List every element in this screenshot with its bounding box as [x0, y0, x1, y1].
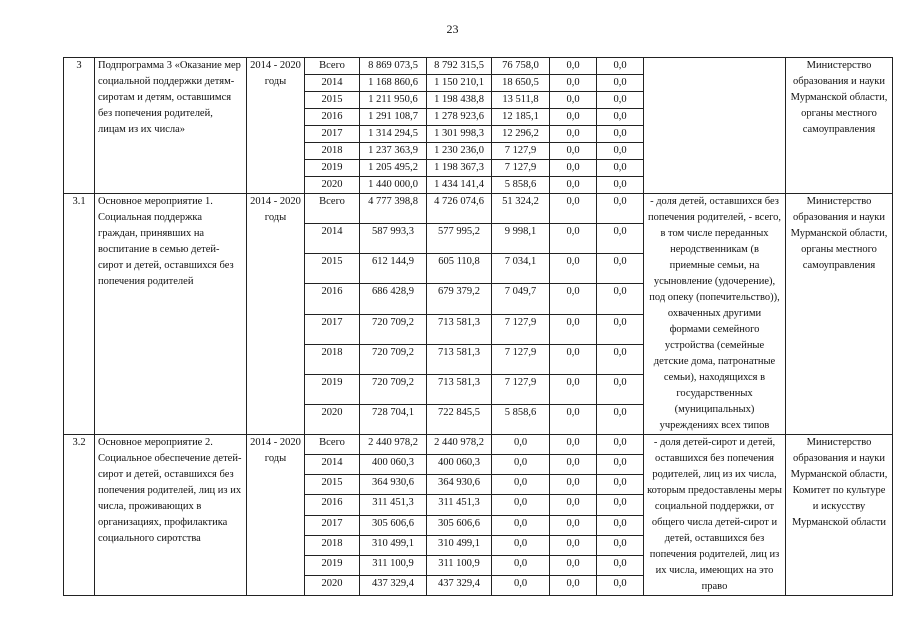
funding-other: 0,0 — [597, 254, 644, 284]
funding-other: 0,0 — [597, 284, 644, 314]
year-label: 2015 — [305, 254, 360, 284]
page-number: 23 — [446, 22, 459, 36]
funding-total: 728 704,1 — [360, 404, 427, 434]
program-name: Подпрограмма 3 «Оказание мер социальной поддержки детям-сиротам и детям, оставшимся без попечения родителей, лицам из их числа» — [95, 58, 247, 194]
funding-federal: 9 998,1 — [492, 224, 550, 254]
funding-other: 0,0 — [597, 224, 644, 254]
funding-local: 0,0 — [550, 374, 597, 404]
funding-local: 0,0 — [550, 126, 597, 143]
funding-local: 0,0 — [550, 575, 597, 595]
funding-regional: 1 230 236,0 — [427, 143, 492, 160]
table-row — [64, 435, 893, 455]
row-number: 3.1 — [64, 194, 95, 435]
funding-local: 0,0 — [550, 143, 597, 160]
year-label: 2016 — [305, 284, 360, 314]
funding-total: 1 291 108,7 — [360, 109, 427, 126]
funding-other: 0,0 — [597, 177, 644, 194]
funding-total: 4 777 398,8 — [360, 194, 427, 224]
funding-regional: 4 726 074,6 — [427, 194, 492, 224]
program-name: Основное мероприятие 1. Социальная поддержка граждан, принявших на воспитание в семью детей-сирот и детей, оставшихся без попечения родителей — [95, 194, 247, 435]
funding-regional: 311 451,3 — [427, 495, 492, 515]
funding-other: 0,0 — [597, 194, 644, 224]
funding-total: 305 606,6 — [360, 515, 427, 535]
funding-regional: 1 434 141,4 — [427, 177, 492, 194]
funding-total: 1 211 950,6 — [360, 92, 427, 109]
funding-local: 0,0 — [550, 92, 597, 109]
funding-federal: 7 127,9 — [492, 160, 550, 177]
funding-local: 0,0 — [550, 344, 597, 374]
funding-total: 310 499,1 — [360, 535, 427, 555]
year-label: 2018 — [305, 344, 360, 374]
funding-total: 2 440 978,2 — [360, 435, 427, 455]
row-number: 3.2 — [64, 435, 95, 596]
year-label: 2016 — [305, 109, 360, 126]
funding-federal: 0,0 — [492, 455, 550, 475]
year-label: 2016 — [305, 495, 360, 515]
funding-total: 720 709,2 — [360, 374, 427, 404]
funding-regional: 722 845,5 — [427, 404, 492, 434]
funding-federal: 76 758,0 — [492, 58, 550, 75]
funding-other: 0,0 — [597, 58, 644, 75]
funding-local: 0,0 — [550, 495, 597, 515]
funding-regional: 679 379,2 — [427, 284, 492, 314]
funding-local: 0,0 — [550, 555, 597, 575]
funding-local: 0,0 — [550, 194, 597, 224]
funding-federal: 0,0 — [492, 495, 550, 515]
year-label: 2019 — [305, 555, 360, 575]
program-name: Основное мероприятие 2. Социальное обеспечение детей-сирот и детей, оставшихся без попечения родителей, лиц из их числа, проживающих в организациях, профилактика социального сиротства — [95, 435, 247, 596]
year-label: 2014 — [305, 75, 360, 92]
year-label: 2014 — [305, 455, 360, 475]
funding-federal: 0,0 — [492, 555, 550, 575]
year-label: 2020 — [305, 177, 360, 194]
funding-local: 0,0 — [550, 177, 597, 194]
funding-regional: 437 329,4 — [427, 575, 492, 595]
year-label: Всего — [305, 435, 360, 455]
funding-other: 0,0 — [597, 555, 644, 575]
year-label: 2020 — [305, 575, 360, 595]
funding-local: 0,0 — [550, 515, 597, 535]
funding-total: 1 314 294,5 — [360, 126, 427, 143]
funding-local: 0,0 — [550, 455, 597, 475]
funding-local: 0,0 — [550, 58, 597, 75]
year-label: 2017 — [305, 126, 360, 143]
funding-total: 400 060,3 — [360, 455, 427, 475]
target-indicator: - доля детей-сирот и детей, оставшихся без попечения родителей, лиц из их числа, которым предоставлены меры социальной поддержки, от общего числа детей-сирот и детей, оставшихся без попечения родителей, лиц из их числа, имеющих на это право — [644, 435, 786, 596]
funding-federal: 7 127,9 — [492, 143, 550, 160]
funding-other: 0,0 — [597, 455, 644, 475]
funding-federal: 7 127,9 — [492, 344, 550, 374]
funding-regional: 713 581,3 — [427, 374, 492, 404]
funding-other: 0,0 — [597, 495, 644, 515]
funding-other: 0,0 — [597, 535, 644, 555]
target-indicator — [644, 58, 786, 194]
year-label: 2020 — [305, 404, 360, 434]
funding-other: 0,0 — [597, 109, 644, 126]
funding-local: 0,0 — [550, 435, 597, 455]
year-label: Всего — [305, 194, 360, 224]
funding-federal: 12 185,1 — [492, 109, 550, 126]
funding-regional: 305 606,6 — [427, 515, 492, 535]
funding-federal: 12 296,2 — [492, 126, 550, 143]
funding-total: 720 709,2 — [360, 314, 427, 344]
funding-federal: 7 034,1 — [492, 254, 550, 284]
funding-local: 0,0 — [550, 314, 597, 344]
funding-regional: 1 150 210,1 — [427, 75, 492, 92]
funding-federal: 7 127,9 — [492, 314, 550, 344]
year-label: 2018 — [305, 143, 360, 160]
funding-total: 437 329,4 — [360, 575, 427, 595]
funding-total: 8 869 073,5 — [360, 58, 427, 75]
funding-federal: 13 511,8 — [492, 92, 550, 109]
funding-regional: 310 499,1 — [427, 535, 492, 555]
funding-federal: 5 858,6 — [492, 404, 550, 434]
funding-regional: 1 278 923,6 — [427, 109, 492, 126]
funding-regional: 400 060,3 — [427, 455, 492, 475]
funding-federal: 0,0 — [492, 575, 550, 595]
funding-federal: 0,0 — [492, 475, 550, 495]
target-indicator: - доля детей, оставшихся без попечения родителей, - всего, в том числе переданных неродственникам (в приемные семьи, на усыновление (удочерение), под опеку (попечительство)), охваченных другими формами семейного устройства (семейные детские дома, патронатные семьи), находящихся в государственных (муниципальных) учреждениях всех типов — [644, 194, 786, 435]
funding-regional: 1 198 438,8 — [427, 92, 492, 109]
year-label: 2015 — [305, 92, 360, 109]
funding-federal: 7 049,7 — [492, 284, 550, 314]
funding-total: 1 168 860,6 — [360, 75, 427, 92]
table-row — [64, 194, 893, 224]
funding-other: 0,0 — [597, 374, 644, 404]
funding-total: 364 930,6 — [360, 475, 427, 495]
executor: Министерство образования и науки Мурманской области, органы местного самоуправления — [786, 194, 893, 435]
funding-federal: 0,0 — [492, 515, 550, 535]
funding-regional: 364 930,6 — [427, 475, 492, 495]
funding-regional: 1 198 367,3 — [427, 160, 492, 177]
table-row — [64, 58, 893, 75]
funding-local: 0,0 — [550, 404, 597, 434]
funding-total: 1 440 000,0 — [360, 177, 427, 194]
funding-local: 0,0 — [550, 109, 597, 126]
year-label: 2014 — [305, 224, 360, 254]
year-label: 2019 — [305, 160, 360, 177]
funding-federal: 18 650,5 — [492, 75, 550, 92]
year-label: 2018 — [305, 535, 360, 555]
year-label: 2015 — [305, 475, 360, 495]
funding-local: 0,0 — [550, 160, 597, 177]
program-table — [63, 57, 893, 596]
funding-total: 587 993,3 — [360, 224, 427, 254]
table-body — [64, 58, 893, 596]
funding-federal: 0,0 — [492, 535, 550, 555]
program-period: 2014 - 2020 годы — [247, 435, 305, 596]
funding-regional: 2 440 978,2 — [427, 435, 492, 455]
funding-other: 0,0 — [597, 314, 644, 344]
funding-regional: 8 792 315,5 — [427, 58, 492, 75]
funding-other: 0,0 — [597, 575, 644, 595]
funding-other: 0,0 — [597, 435, 644, 455]
funding-total: 1 237 363,9 — [360, 143, 427, 160]
funding-other: 0,0 — [597, 404, 644, 434]
program-period: 2014 - 2020 годы — [247, 194, 305, 435]
funding-local: 0,0 — [550, 284, 597, 314]
executor: Министерство образования и науки Мурманской области, органы местного самоуправления — [786, 58, 893, 194]
funding-regional: 605 110,8 — [427, 254, 492, 284]
funding-total: 720 709,2 — [360, 344, 427, 374]
funding-regional: 713 581,3 — [427, 314, 492, 344]
funding-regional: 713 581,3 — [427, 344, 492, 374]
funding-other: 0,0 — [597, 344, 644, 374]
funding-federal: 0,0 — [492, 435, 550, 455]
funding-other: 0,0 — [597, 515, 644, 535]
funding-other: 0,0 — [597, 126, 644, 143]
year-label: 2017 — [305, 314, 360, 344]
funding-local: 0,0 — [550, 254, 597, 284]
funding-regional: 577 995,2 — [427, 224, 492, 254]
funding-local: 0,0 — [550, 535, 597, 555]
year-label: 2017 — [305, 515, 360, 535]
funding-federal: 51 324,2 — [492, 194, 550, 224]
funding-total: 1 205 495,2 — [360, 160, 427, 177]
funding-regional: 1 301 998,3 — [427, 126, 492, 143]
funding-federal: 7 127,9 — [492, 374, 550, 404]
funding-local: 0,0 — [550, 475, 597, 495]
funding-other: 0,0 — [597, 160, 644, 177]
funding-other: 0,0 — [597, 92, 644, 109]
funding-total: 612 144,9 — [360, 254, 427, 284]
funding-local: 0,0 — [550, 224, 597, 254]
funding-other: 0,0 — [597, 75, 644, 92]
funding-other: 0,0 — [597, 475, 644, 495]
executor: Министерство образования и науки Мурманской области, Комитет по культуре и искусству Мурманской области — [786, 435, 893, 596]
funding-total: 686 428,9 — [360, 284, 427, 314]
funding-total: 311 451,3 — [360, 495, 427, 515]
funding-federal: 5 858,6 — [492, 177, 550, 194]
funding-total: 311 100,9 — [360, 555, 427, 575]
funding-regional: 311 100,9 — [427, 555, 492, 575]
row-number: 3 — [64, 58, 95, 194]
year-label: Всего — [305, 58, 360, 75]
funding-other: 0,0 — [597, 143, 644, 160]
funding-local: 0,0 — [550, 75, 597, 92]
program-period: 2014 - 2020 годы — [247, 58, 305, 194]
year-label: 2019 — [305, 374, 360, 404]
